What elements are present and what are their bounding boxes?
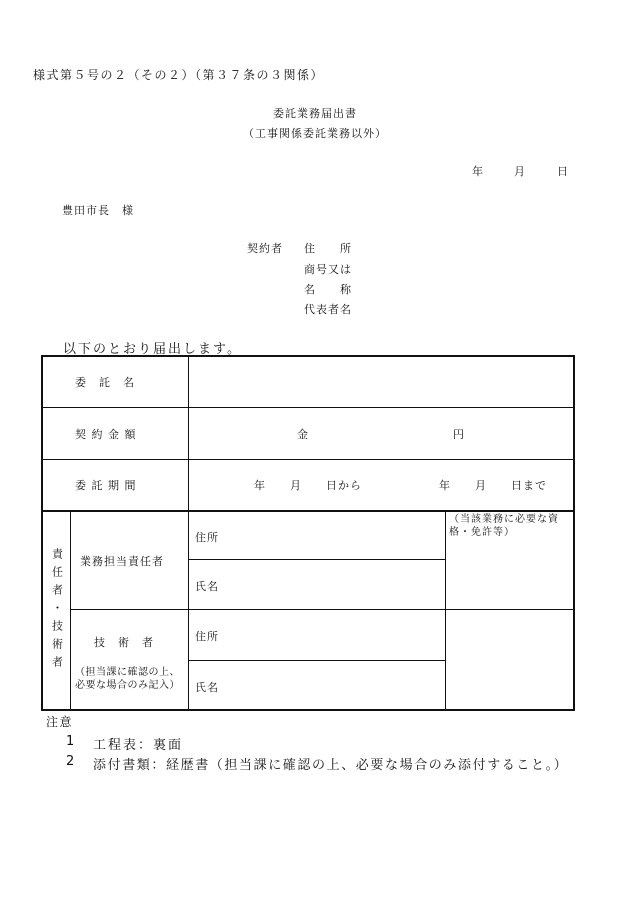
commission-name-label-text: 委 託 名 <box>75 376 135 389</box>
document-title: 委託業務届出書 <box>273 107 357 120</box>
period-start-text: 年 月 日から <box>254 479 362 492</box>
engineer-address-label <box>195 625 219 647</box>
qualification-note: （当該業務に必要な資格・免許等） <box>449 514 559 538</box>
manager-address-label <box>195 526 219 548</box>
engineer-address-label-text: 住所 <box>195 630 219 643</box>
date-day: 日 <box>557 165 569 178</box>
date-month: 月 <box>514 165 526 178</box>
period-end-text: 年 月 日まで <box>439 479 547 492</box>
amount-label <box>75 423 137 445</box>
contractor-representative-label: 代表者名 <box>304 303 352 316</box>
amount-prefix-text: 金 <box>297 428 309 441</box>
period-label <box>75 474 137 496</box>
row-divider <box>188 559 445 560</box>
manager-label <box>80 550 164 572</box>
intro-text: 以下のとおり届出します。 <box>63 342 242 357</box>
side-label <box>43 512 70 709</box>
period-start <box>254 474 362 496</box>
engineer-label <box>94 631 154 653</box>
engineer-label-text: 技 術 者 <box>94 636 154 649</box>
manager-name-label <box>195 575 219 597</box>
row-divider <box>41 407 575 408</box>
document-subtitle: （工事関係委託業務以外） <box>243 127 387 140</box>
contractor-company-label: 商号又は <box>304 263 352 276</box>
column-divider <box>188 355 189 711</box>
engineer-name-label <box>195 676 219 698</box>
note-1-number: 1 <box>66 734 77 749</box>
amount-unit-text: 円 <box>453 428 465 441</box>
column-divider <box>445 510 446 711</box>
contractor-address-label: 住 所 <box>304 242 352 255</box>
side-label-text: 責任者・技術者 <box>50 547 64 674</box>
amount-prefix <box>297 423 309 445</box>
row-divider <box>41 459 575 460</box>
period-label-text: 委 託 期 間 <box>75 479 137 492</box>
manager-address-label-text: 住所 <box>195 531 219 544</box>
manager-label-text: 業務担当責任者 <box>80 555 164 568</box>
row-divider <box>41 510 575 512</box>
manager-name-label-text: 氏名 <box>195 580 219 593</box>
commission-name-label <box>75 371 135 393</box>
row-divider <box>188 660 445 661</box>
column-divider <box>70 510 71 711</box>
period-end <box>439 474 547 496</box>
engineer-name-label-text: 氏名 <box>195 681 219 694</box>
note-1-text: 工程表：裏面 <box>93 738 184 753</box>
row-divider <box>70 609 575 610</box>
date-year: 年 <box>472 165 484 178</box>
contractor-label: 契約者 <box>247 242 283 255</box>
note-2-number: 2 <box>66 754 77 769</box>
amount-label-text: 契 約 金 額 <box>75 428 137 441</box>
notes-heading: 注意 <box>46 715 74 729</box>
note-2-text: 添付書類：経歴書（担当課に確認の上、必要な場合のみ添付すること。） <box>93 758 569 773</box>
amount-unit <box>453 423 465 445</box>
contractor-name-label: 名 称 <box>304 283 352 296</box>
engineer-note: （担当課に確認の上、必要な場合のみ記入） <box>75 667 180 691</box>
addressee: 豊田市長 様 <box>62 204 134 217</box>
form-id: 様式第５号の２（その２）（第３７条の３関係） <box>33 68 325 82</box>
